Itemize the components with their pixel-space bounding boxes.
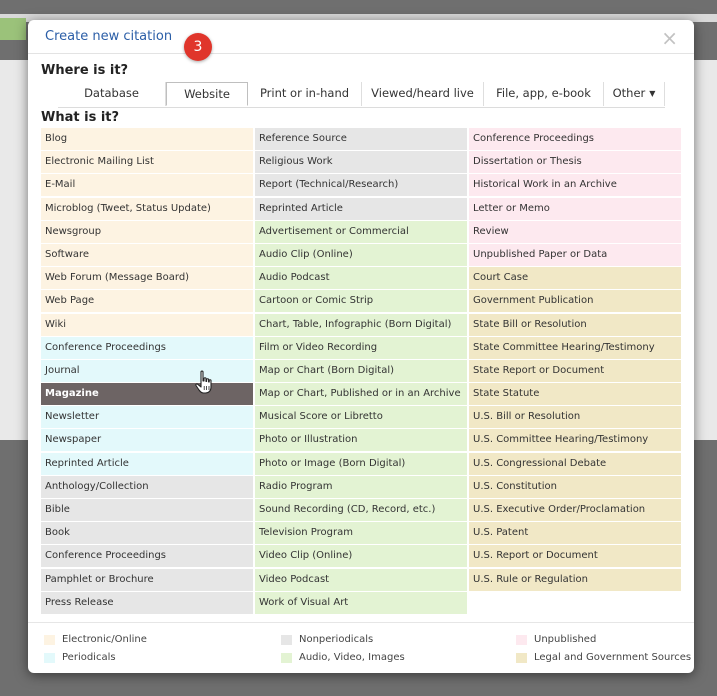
source-type-magazine[interactable]: Magazine	[41, 383, 253, 405]
source-type-audio-clip-online[interactable]: Audio Clip (Online)	[255, 244, 467, 266]
source-type-blog[interactable]: Blog	[41, 128, 253, 150]
legend-swatch	[44, 635, 55, 645]
source-type-musical-score-or-libretto[interactable]: Musical Score or Libretto	[255, 406, 467, 428]
source-type-pamphlet-or-brochure[interactable]: Pamphlet or Brochure	[41, 569, 253, 591]
source-type-video-clip-online[interactable]: Video Clip (Online)	[255, 545, 467, 567]
source-type-u-s-patent[interactable]: U.S. Patent	[469, 522, 681, 544]
source-type-u-s-constitution[interactable]: U.S. Constitution	[469, 476, 681, 498]
source-type-photo-or-illustration[interactable]: Photo or Illustration	[255, 429, 467, 451]
source-type-state-report-or-document[interactable]: State Report or Document	[469, 360, 681, 382]
source-type-u-s-report-or-document[interactable]: U.S. Report or Document	[469, 545, 681, 567]
close-icon[interactable]: ×	[661, 26, 678, 50]
background-app-button	[0, 18, 26, 40]
dialog-header	[28, 20, 694, 54]
tab-website[interactable]	[166, 82, 248, 106]
background-app-side	[0, 60, 28, 440]
source-type-sound-recording-cd-record-etc[interactable]: Sound Recording (CD, Record, etc.)	[255, 499, 467, 521]
tab-label: Viewed/heard live	[371, 86, 474, 100]
source-type-wiki[interactable]: Wiki	[41, 314, 253, 336]
what-label: What is it?	[41, 110, 120, 125]
source-type-reprinted-article[interactable]: Reprinted Article	[41, 453, 253, 475]
tab-label: Website	[184, 87, 230, 101]
source-type-u-s-committee-hearing-testimony[interactable]: U.S. Committee Hearing/Testimony	[469, 429, 681, 451]
source-type-map-or-chart-published-or-in-an-archive[interactable]: Map or Chart, Published or in an Archive	[255, 383, 467, 405]
legend-label: Legal and Government Sources	[534, 652, 692, 663]
create-citation-dialog	[28, 20, 694, 673]
source-type-column-2	[255, 128, 467, 615]
source-location-tabs	[58, 82, 665, 108]
source-type-radio-program[interactable]: Radio Program	[255, 476, 467, 498]
source-type-conference-proceedings[interactable]: Conference Proceedings	[469, 128, 681, 150]
source-type-e-mail[interactable]: E-Mail	[41, 174, 253, 196]
legend-swatch	[281, 653, 292, 663]
source-type-photo-or-image-born-digital[interactable]: Photo or Image (Born Digital)	[255, 453, 467, 475]
source-type-u-s-executive-order-proclamation[interactable]: U.S. Executive Order/Proclamation	[469, 499, 681, 521]
source-type-advertisement-or-commercial[interactable]: Advertisement or Commercial	[255, 221, 467, 243]
dialog-title: Create new citation	[45, 29, 173, 44]
source-type-grid	[41, 128, 681, 615]
source-type-column-1	[41, 128, 253, 615]
legend-swatch	[516, 653, 527, 663]
legend-label: Audio, Video, Images	[299, 652, 405, 663]
source-type-newsletter[interactable]: Newsletter	[41, 406, 253, 428]
source-type-u-s-bill-or-resolution[interactable]: U.S. Bill or Resolution	[469, 406, 681, 428]
legend-label: Electronic/Online	[62, 634, 147, 645]
legend-label: Periodicals	[62, 652, 116, 663]
tab-label: Database	[84, 86, 139, 100]
legend-item	[281, 634, 373, 645]
source-type-conference-proceedings[interactable]: Conference Proceedings	[41, 545, 253, 567]
tab-viewed-heard-live[interactable]	[362, 82, 484, 106]
source-type-review[interactable]: Review	[469, 221, 681, 243]
source-type-map-or-chart-born-digital[interactable]: Map or Chart (Born Digital)	[255, 360, 467, 382]
source-type-press-release[interactable]: Press Release	[41, 592, 253, 614]
legend-item	[516, 634, 596, 645]
source-type-court-case[interactable]: Court Case	[469, 267, 681, 289]
source-type-column-3	[469, 128, 681, 615]
source-type-journal[interactable]: Journal	[41, 360, 253, 382]
legend-swatch	[44, 653, 55, 663]
source-type-electronic-mailing-list[interactable]: Electronic Mailing List	[41, 151, 253, 173]
tab-label: Print or in-hand	[259, 86, 350, 100]
source-type-government-publication[interactable]: Government Publication	[469, 290, 681, 312]
source-type-state-bill-or-resolution[interactable]: State Bill or Resolution	[469, 314, 681, 336]
source-type-video-podcast[interactable]: Video Podcast	[255, 569, 467, 591]
source-type-web-forum-message-board[interactable]: Web Forum (Message Board)	[41, 267, 253, 289]
source-type-u-s-rule-or-regulation[interactable]: U.S. Rule or Regulation	[469, 569, 681, 591]
tab-label: File, app, e-book	[496, 86, 591, 100]
source-type-television-program[interactable]: Television Program	[255, 522, 467, 544]
source-type-anthology-collection[interactable]: Anthology/Collection	[41, 476, 253, 498]
source-type-software[interactable]: Software	[41, 244, 253, 266]
source-type-reference-source[interactable]: Reference Source	[255, 128, 467, 150]
legend-item	[44, 652, 116, 663]
tab-other[interactable]	[604, 82, 665, 106]
source-type-newspaper[interactable]: Newspaper	[41, 429, 253, 451]
source-type-state-statute[interactable]: State Statute	[469, 383, 681, 405]
source-type-unpublished-paper-or-data[interactable]: Unpublished Paper or Data	[469, 244, 681, 266]
source-type-microblog-tweet-status-update[interactable]: Microblog (Tweet, Status Update)	[41, 198, 253, 220]
legend-swatch	[516, 635, 527, 645]
source-type-bible[interactable]: Bible	[41, 499, 253, 521]
source-type-religious-work[interactable]: Religious Work	[255, 151, 467, 173]
tab-file-app-e-book[interactable]	[484, 82, 604, 106]
legend-swatch	[281, 635, 292, 645]
source-type-film-or-video-recording[interactable]: Film or Video Recording	[255, 337, 467, 359]
where-label: Where is it?	[41, 63, 129, 78]
source-type-letter-or-memo[interactable]: Letter or Memo	[469, 198, 681, 220]
caret-down-icon: ▼	[649, 89, 656, 98]
source-type-report-technical-research[interactable]: Report (Technical/Research)	[255, 174, 467, 196]
tab-database[interactable]	[58, 82, 166, 106]
legend-item	[516, 652, 691, 663]
legend-divider	[28, 622, 694, 623]
source-type-u-s-congressional-debate[interactable]: U.S. Congressional Debate	[469, 453, 681, 475]
tab-print-or-in-hand[interactable]	[248, 82, 362, 106]
tab-label: Other	[612, 86, 646, 100]
step-badge: 3	[184, 33, 212, 61]
source-type-chart-table-infographic-born-digital[interactable]: Chart, Table, Infographic (Born Digital)	[255, 314, 467, 336]
source-type-newsgroup[interactable]: Newsgroup	[41, 221, 253, 243]
source-type-audio-podcast[interactable]: Audio Podcast	[255, 267, 467, 289]
source-type-state-committee-hearing-testimony[interactable]: State Committee Hearing/Testimony	[469, 337, 681, 359]
background-app-side-right	[694, 60, 717, 440]
hand-pointer-icon	[193, 370, 217, 396]
legend-item	[44, 634, 147, 645]
source-type-web-page[interactable]: Web Page	[41, 290, 253, 312]
legend-item	[281, 652, 405, 663]
source-type-dissertation-or-thesis[interactable]: Dissertation or Thesis	[469, 151, 681, 173]
legend-label: Unpublished	[534, 634, 597, 645]
source-type-book[interactable]: Book	[41, 522, 253, 544]
source-type-conference-proceedings[interactable]: Conference Proceedings	[41, 337, 253, 359]
source-type-work-of-visual-art[interactable]: Work of Visual Art	[255, 592, 467, 614]
source-type-reprinted-article[interactable]: Reprinted Article	[255, 198, 467, 220]
legend-label: Nonperiodicals	[299, 634, 374, 645]
source-type-cartoon-or-comic-strip[interactable]: Cartoon or Comic Strip	[255, 290, 467, 312]
source-type-historical-work-in-an-archive[interactable]: Historical Work in an Archive	[469, 174, 681, 196]
